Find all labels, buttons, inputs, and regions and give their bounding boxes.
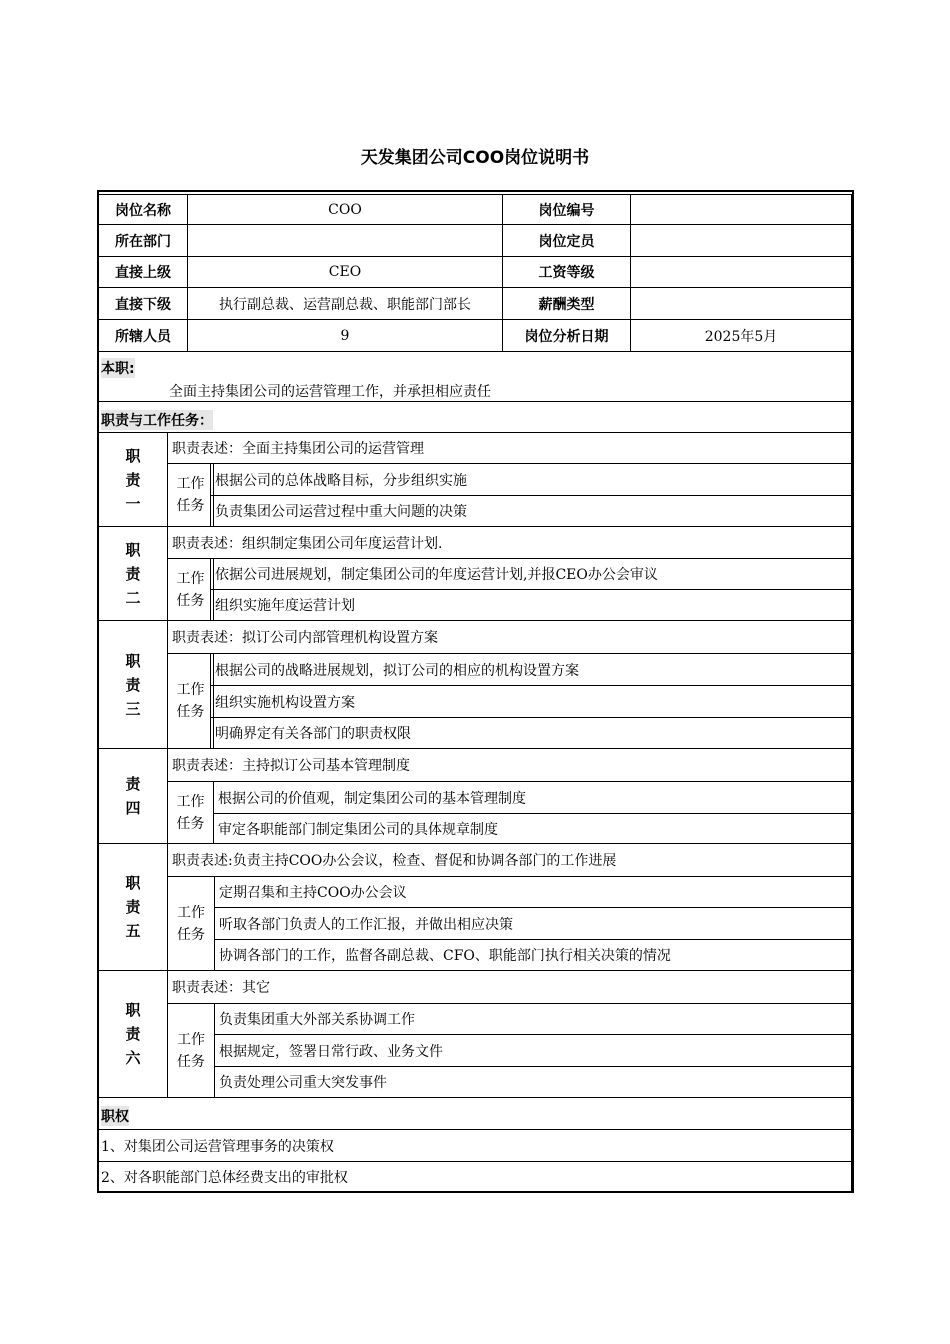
duty-name (98, 526, 168, 621)
duty-6-name: 职责六 (125, 1001, 141, 1067)
wage-grade-value (630, 256, 852, 288)
authority-item: 2、对各职能部门总体经费支出的审批权 (98, 1161, 852, 1192)
subordinates-value: 执行副总裁、运营副总裁、职能部门部长 (187, 287, 503, 320)
duty-name (98, 620, 168, 749)
task-item: 协调各部门的工作，监督各副总裁、CFO、职能部门执行相关决策的情况 (214, 939, 852, 971)
headcount-label: 岗位定员 (502, 224, 631, 257)
headcount-value (630, 224, 852, 257)
duty-name (98, 748, 168, 844)
position-name-value: COO (187, 194, 503, 225)
main-duty-section (98, 351, 852, 402)
duty-name (98, 843, 168, 971)
analysis-date-label: 岗位分析日期 (502, 319, 631, 352)
duty-name (98, 432, 168, 527)
authority-label: 职权 (101, 1106, 129, 1126)
duty-1-name: 职责一 (125, 446, 141, 513)
superior-value: CEO (187, 256, 503, 288)
staff-label: 所辖人员 (98, 319, 188, 352)
task-item: 审定各职能部门制定集团公司的具体规章制度 (213, 813, 852, 844)
pay-type-value (630, 287, 852, 320)
subordinates-label: 直接下级 (98, 287, 188, 320)
wage-grade-label: 工资等级 (502, 256, 631, 288)
task-label: 工作任务 (167, 463, 214, 527)
task-label: 工作任务 (167, 1003, 215, 1098)
task-item: 根据规定，签署日常行政、业务文件 (214, 1034, 852, 1067)
duty-3-statement: 职责表述：拟订公司内部管理机构设置方案 (167, 620, 852, 654)
task-item: 根据公司的价值观，制定集团公司的基本管理制度 (213, 781, 852, 814)
task-item: 明确界定有关各部门的职责权限 (210, 717, 852, 749)
department-value (187, 224, 503, 257)
page-title: 天发集团公司COO岗位说明书 (360, 148, 590, 168)
duties-section-label: 职责与工作任务： (101, 410, 213, 430)
pay-type-label: 薪酬类型 (502, 287, 631, 320)
authority-heading (98, 1097, 852, 1130)
department-label: 所在部门 (98, 224, 188, 257)
task-label: 工作任务 (167, 876, 215, 971)
task-label: 工作任务 (167, 781, 214, 844)
staff-value: 9 (187, 319, 503, 352)
position-no-value (630, 194, 852, 225)
task-label: 工作任务 (167, 558, 214, 621)
duty-6-statement: 职责表述：其它 (167, 970, 852, 1004)
task-item: 负责集团公司运营过程中重大问题的决策 (210, 495, 852, 527)
duty-4-name: 责四 (125, 775, 141, 817)
task-item: 根据公司的战略进展规划，拟订公司的相应的机构设置方案 (210, 653, 852, 686)
duty-5-statement: 职责表述:负责主持COO办公会议，检查、督促和协调各部门的工作进展 (167, 843, 852, 877)
duty-1-statement: 职责表述：全面主持集团公司的运营管理 (167, 432, 852, 464)
duty-name (98, 970, 168, 1098)
task-item: 负责处理公司重大突发事件 (214, 1066, 852, 1098)
superior-label: 直接上级 (98, 256, 188, 288)
task-item: 负责集团重大外部关系协调工作 (214, 1003, 852, 1035)
main-duty-label: 本职: (101, 358, 135, 378)
duty-5-name: 职责五 (125, 874, 141, 940)
authority-item: 1、对集团公司运营管理事务的决策权 (98, 1129, 852, 1162)
duty-2-statement: 职责表述：组织制定集团公司年度运营计划. (167, 526, 852, 559)
duty-2-name: 职责二 (125, 540, 141, 607)
task-label: 工作任务 (167, 653, 214, 749)
duties-section-heading (98, 401, 852, 433)
task-item: 组织实施机构设置方案 (210, 685, 852, 718)
duty-4-statement: 职责表述：主持拟订公司基本管理制度 (167, 748, 852, 782)
task-item: 依据公司进展规划，制定集团公司的年度运营计划,并报CEO办公会审议 (210, 558, 852, 590)
task-item: 听取各部门负责人的工作汇报，并做出相应决策 (214, 907, 852, 940)
position-name-label: 岗位名称 (98, 194, 188, 225)
task-item: 根据公司的总体战略目标，分步组织实施 (210, 463, 852, 496)
main-duty-text: 全面主持集团公司的运营管理工作，并承担相应责任 (169, 384, 491, 400)
duty-3-name: 职责三 (125, 651, 141, 718)
position-no-label: 岗位编号 (502, 194, 631, 225)
task-item: 组织实施年度运营计划 (210, 589, 852, 621)
task-item: 定期召集和主持COO办公会议 (214, 876, 852, 908)
analysis-date-value: 2025年5月 (630, 319, 852, 352)
